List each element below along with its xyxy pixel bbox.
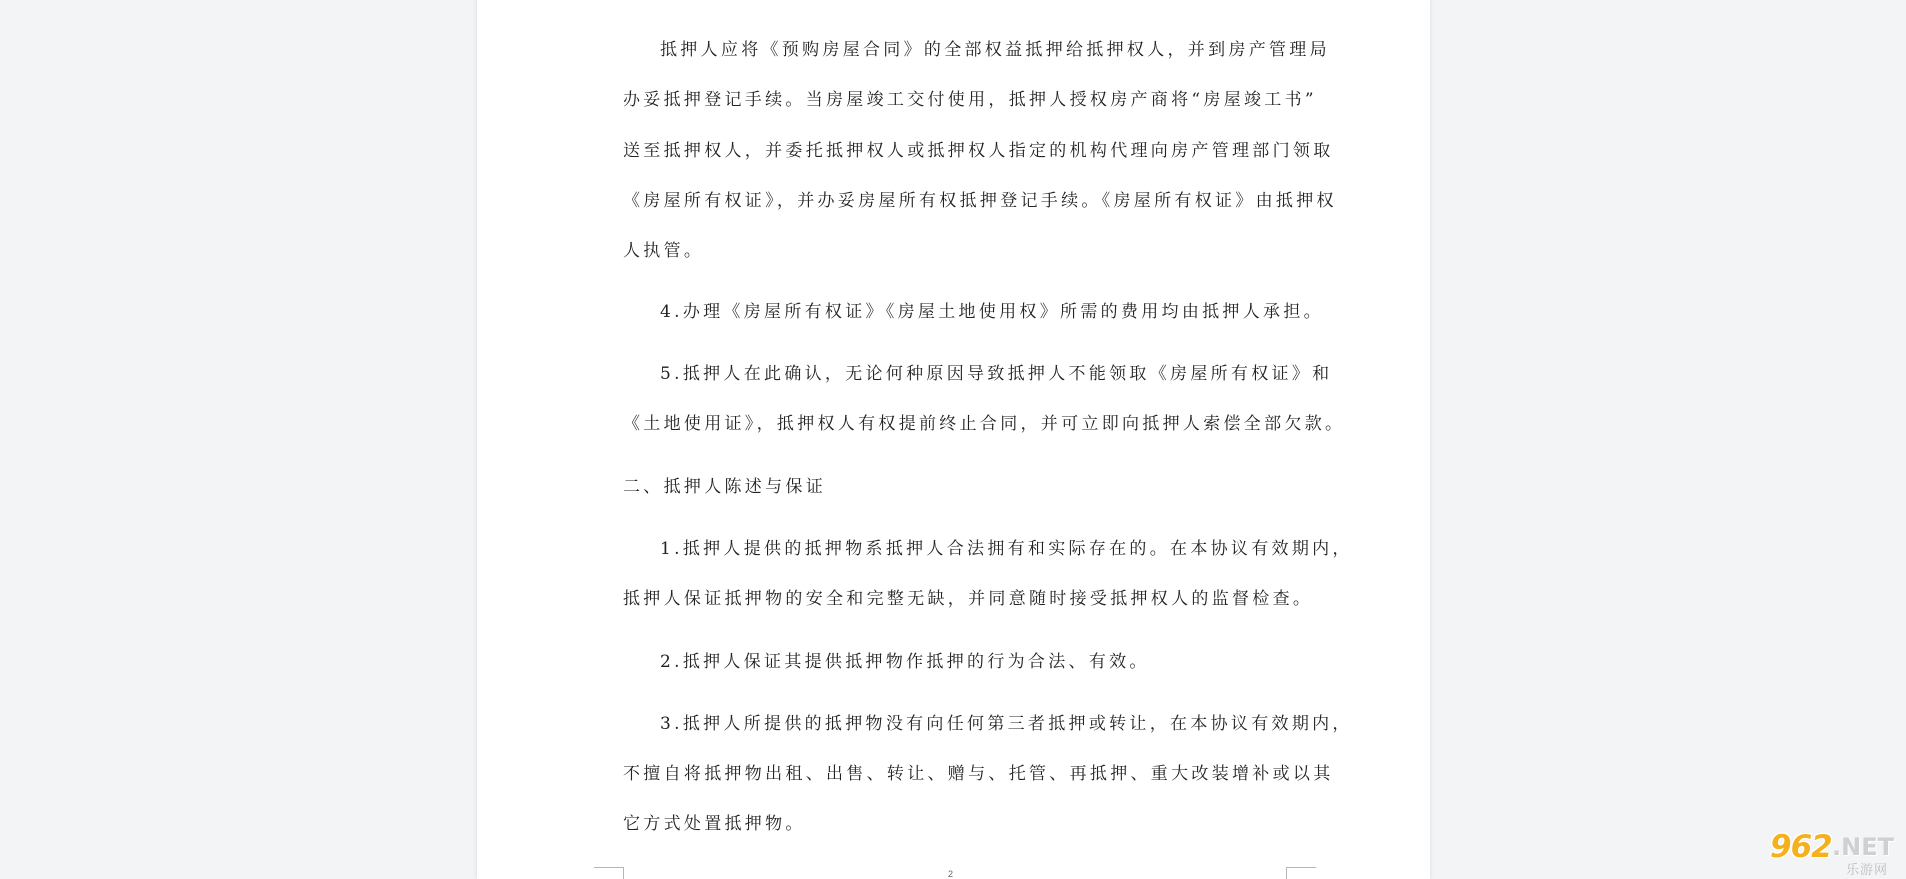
site-watermark-logo [1766,829,1902,878]
text-line: 办妥抵押登记手续。当房屋竣工交付使用，抵押人授权房产商将“房屋竣工书” [623,90,1317,110]
text-line: 它方式处置抵押物。 [623,814,806,834]
section-heading: 二、抵押人陈述与保证 [623,477,826,497]
watermark-subtitle: 乐游网 [1846,863,1889,878]
watermark-suffix: .NET [1832,833,1894,861]
margin-corner-mark [594,867,624,879]
text-line: 5.抵押人在此确认，无论何种原因导致抵押人不能领取《房屋所有权证》和 [660,364,1333,384]
margin-corner-mark [1286,867,1316,879]
text-line: 抵押人应将《预购房屋合同》的全部权益抵押给抵押权人，并到房产管理局 [660,40,1330,60]
document-page [477,0,1430,879]
text-line: 抵押人保证抵押物的安全和完整无缺，并同意随时接受抵押权人的监督检查。 [623,589,1314,609]
text-line: 2.抵押人保证其提供抵押物作抵押的行为合法、有效。 [660,652,1150,672]
text-line: 送至抵押权人，并委托抵押权人或抵押权人指定的机构代理向房产管理部门领取 [623,141,1334,161]
text-line: 4.办理《房屋所有权证》《房屋土地使用权》所需的费用均由抵押人承担。 [660,302,1324,322]
text-line: 不擅自将抵押物出租、出售、转让、赠与、托管、再抵押、重大改装增补或以其 [623,764,1334,784]
text-line: 《土地使用证》，抵押权人有权提前终止合同，并可立即向抵押人索偿全部欠款。 [623,414,1346,434]
text-line: 《房屋所有权证》，并办妥房屋所有权抵押登记手续。《房屋所有权证》由抵押权 [623,191,1337,211]
page-number: 2 [948,869,954,879]
text-line: 3.抵押人所提供的抵押物没有向任何第三者抵押或转让，在本协议有效期内， [660,714,1353,734]
text-line: 人执管。 [623,241,705,261]
watermark-number: 962 [1770,829,1832,865]
text-line: 1.抵押人提供的抵押物系抵押人合法拥有和实际存在的。在本协议有效期内， [660,539,1353,559]
